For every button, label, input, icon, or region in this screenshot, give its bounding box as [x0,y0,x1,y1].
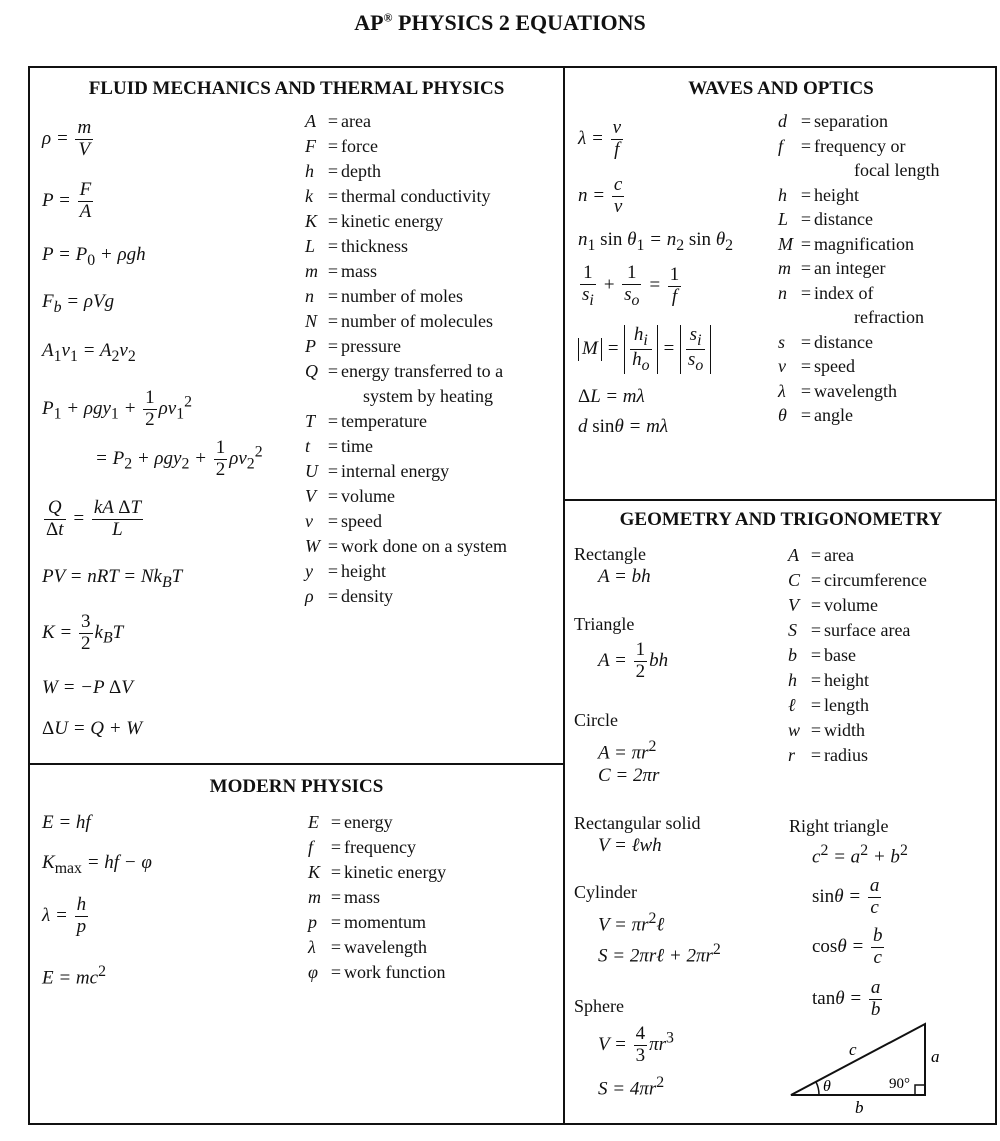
definition-symbol: m [778,258,791,278]
equals-sign: = [327,211,339,231]
definition-symbol: λ [778,380,786,401]
equals-sign: = [327,561,339,581]
definition-row [305,234,507,259]
eq-ideal-gas: PV = nRT = $Nk_BT$ [42,566,183,591]
eq-pressure: P = $\frac{F}{A}$ [42,179,92,222]
definition-text: mass [344,887,380,907]
definition-row [778,109,939,134]
definition-text: internal energy [341,461,450,481]
definition-symbol: U [305,461,318,481]
eq-cylinder-surface: S = 2πrℓ + $2\pi r^2$ [598,941,721,967]
eq-circumference: C = 2πr [598,765,660,786]
definition-symbol: S [788,620,797,640]
definition-row [305,209,507,234]
definition-row [788,593,927,618]
eq-thin-lens: $\frac{1}{s_i}$ + $\frac{1}{s_o}$ = $\frac{1}{f}$ [582,262,680,309]
definition-text: work done on a system [341,536,507,556]
definition-text: radius [824,745,868,765]
definition-text: force [341,136,378,156]
definition-symbol: ℓ [788,695,796,715]
fluid-definitions [305,109,507,609]
definition-text: distance [814,331,873,352]
definition-symbol: C [788,570,801,590]
equals-sign: = [810,645,822,665]
eq-kinetic-energy-gas: K = $\frac{3}{2}$ $k_BT$ [42,611,124,654]
definition-symbol: n [305,286,314,306]
definition-row [305,359,507,384]
right-triangle-diagram [785,1018,960,1118]
definition-symbol: y [305,561,313,581]
definition-symbol: h [305,161,314,181]
definition-row [778,379,939,404]
definition-row [778,330,939,355]
definition-symbol: r [788,745,796,765]
definition-row [788,568,927,593]
definition-row [305,559,507,584]
definition-row [778,256,939,281]
definition-symbol: L [778,209,789,229]
definition-row [308,810,446,835]
definition-row [308,885,446,910]
definition-symbol: n [778,282,787,303]
definition-symbol: A [788,545,799,565]
definition-text: energy [344,812,393,832]
definition-symbol: f [778,135,784,156]
definition-row [308,910,446,935]
equals-sign: = [327,186,339,206]
label-triangle: Triangle [574,614,635,634]
definition-row [305,159,507,184]
eq-bernoulli-2: = $P_2 + \rho gy_2$ + $\frac{1}{2}$ $\rho v_2^2$ [95,437,263,480]
eq-snell: $n_1$ $\sin \theta_1 = n_2$ $\sin \theta_2$ [578,229,734,254]
definition-row [305,459,507,484]
equals-sign: = [330,812,342,832]
definition-row [788,543,927,568]
equals-sign: = [800,282,812,303]
left-section-divider [28,763,565,765]
definition-text: height [814,184,859,205]
eq-continuity: $A_1v_1 = A_2v_2$ [42,340,136,365]
definition-text: kinetic energy [341,211,444,231]
definition-row [778,403,939,428]
equals-sign: = [810,620,822,640]
equals-sign: = [327,361,339,381]
geometry-definitions [788,543,927,768]
equals-sign: = [800,135,812,156]
eq-mass-energy: $E = mc^2$ [42,963,107,989]
eq-buoyancy: $F_b = \rho Vg$ [42,291,115,316]
definition-row [778,134,939,159]
equals-sign: = [327,511,339,531]
definition-row [778,232,939,257]
definition-text: wavelength [814,380,897,401]
definition-row [305,534,507,559]
eq-path-difference: ΔL = mλ [578,386,645,407]
definition-text: volume [341,486,395,506]
eq-bernoulli-1: $P_1 + \rho gy_1$ + $\frac{1}{2}$ $\rho v_1^2$ [42,387,193,430]
definition-symbol: V [788,595,799,615]
definition-row [308,835,446,860]
label-rectangle: Rectangle [574,544,646,564]
column-divider [563,66,565,1125]
eq-work: W = −P ΔV [42,677,133,698]
definition-text: area [824,545,854,565]
definition-text: distance [814,209,873,229]
eq-sphere-volume: V = $\frac{4}{3}$ $\pi r^3$ [598,1023,674,1066]
definition-symbol: f [308,837,314,857]
eq-sphere-surface: $S = 4\pi r^2$ [598,1074,665,1100]
definition-text: speed [341,511,382,531]
definition-text: width [824,720,866,740]
eq-de-broglie: λ = $\frac{h}{p}$ [42,894,87,937]
definition-row [778,354,939,379]
definition-text: kinetic energy [344,862,447,882]
definition-row [305,334,507,359]
definition-symbol: φ [308,962,318,982]
fluid-section-title: FLUID MECHANICS AND THERMAL PHYSICS [88,78,505,99]
definition-symbol: h [788,670,797,690]
right-section-divider [563,499,997,501]
definition-symbol: m [305,261,318,281]
definition-row [305,284,507,309]
definition-text: refraction [854,307,924,327]
definition-row [305,184,507,209]
definition-symbol: A [305,111,316,131]
definition-row [308,935,446,960]
definition-row [305,509,507,534]
equals-sign: = [327,111,339,131]
definition-symbol: p [308,912,317,932]
definition-symbol: K [305,211,318,231]
definition-symbol: K [308,862,321,882]
eq-hydrostatic: $P = P_0 + \rho gh$ [42,244,146,269]
eq-sine: sinθ = $\frac{a}{c}$ [812,875,880,918]
label-circle: Circle [574,710,618,730]
definition-symbol: v [305,511,313,531]
equals-sign: = [800,380,812,401]
eq-magnification: M = $\frac{h_i}{h_o}$ = $\frac{s_i}{s_o}$ [578,325,711,374]
definition-row [305,259,507,284]
definition-symbol: d [778,111,787,131]
definition-symbol: t [305,436,311,456]
definition-text: pressure [341,336,401,356]
equals-sign: = [330,912,342,932]
equals-sign: = [810,595,822,615]
definition-row [788,618,927,643]
definition-symbol: W [305,536,320,556]
definition-text: height [824,670,869,690]
right-angle-marker [915,1085,925,1095]
equals-sign: = [800,184,812,205]
equals-sign: = [810,670,822,690]
definition-text: height [341,561,386,581]
definition-text: wavelength [344,937,427,957]
equals-sign: = [330,887,342,907]
eq-index-refraction: n = $\frac{c}{v}$ [578,174,623,217]
equals-sign: = [330,937,342,957]
definition-text: separation [814,111,888,131]
definition-symbol: V [305,486,316,506]
definition-text: base [824,645,856,665]
definition-row [788,743,927,768]
definition-text: frequency [344,837,416,857]
modern-section-title: MODERN PHYSICS [209,776,384,797]
equals-sign: = [810,695,822,715]
equals-sign: = [330,962,342,982]
definition-symbol: λ [308,937,316,957]
definition-row [778,183,939,208]
definition-text: density [341,586,393,606]
definition-symbol: F [305,136,316,156]
definition-text: momentum [344,912,426,932]
equals-sign: = [327,136,339,156]
definition-text: surface area [824,620,911,640]
equals-sign: = [327,461,339,481]
definition-text: number of moles [341,286,463,306]
equals-sign: = [810,545,822,565]
definition-row [305,109,507,134]
definition-text: area [341,111,371,131]
equals-sign: = [327,286,339,306]
equals-sign: = [810,745,822,765]
definition-row [788,668,927,693]
definition-text: speed [814,356,855,376]
definition-text: an integer [814,258,886,278]
definition-row [305,584,507,609]
angle-arc [816,1082,819,1095]
equals-sign: = [327,161,339,181]
equals-sign: = [327,436,339,456]
label-sphere: Sphere [574,996,624,1016]
definition-row [308,860,446,885]
eq-cylinder-volume: $V = \pi r^2\ell$ [598,910,665,936]
definition-symbol: E [308,812,319,832]
equals-sign: = [800,331,812,352]
triangle-label-theta: θ [823,1078,831,1095]
equals-sign: = [327,311,339,331]
definition-row [778,281,939,306]
eq-first-law: ΔU = Q + W [42,718,143,739]
equals-sign: = [800,233,812,254]
definition-row [305,309,507,334]
equals-sign: = [327,261,339,281]
definition-symbol: M [778,233,793,254]
definition-text: focal length [854,160,940,180]
eq-photoelectric: $K_{max}$ = hf − φ [42,852,152,877]
definition-symbol: T [305,411,316,431]
equals-sign: = [327,486,339,506]
eq-photon-energy: E = hf [42,812,91,833]
definition-row [778,305,939,330]
definition-row [788,693,927,718]
label-right-triangle: Right triangle [789,816,889,836]
definition-text: thermal conductivity [341,186,491,206]
equals-sign: = [330,862,342,882]
equals-sign: = [327,411,339,431]
triangle-label-a: a [931,1047,940,1066]
equals-sign: = [800,405,812,425]
definition-symbol: k [305,186,313,206]
definition-text: thickness [341,236,408,256]
definition-row [305,384,507,409]
equals-sign: = [327,236,339,256]
definition-text: length [824,695,869,715]
definition-symbol: w [788,720,801,740]
definition-symbol: L [305,236,316,256]
equals-sign: = [327,586,339,606]
definition-symbol: N [305,311,318,331]
definition-symbol: m [308,887,321,907]
definition-symbol: Q [305,361,318,381]
eq-rect-area: A = bh [598,566,651,587]
equals-sign: = [327,536,339,556]
modern-definitions [308,810,446,985]
equals-sign: = [810,720,822,740]
definition-row [305,409,507,434]
equals-sign: = [330,837,342,857]
equals-sign: = [800,356,812,376]
definition-text: temperature [341,411,427,431]
definition-text: circumference [824,570,927,590]
definition-symbol: ρ [305,586,314,606]
definition-text: volume [824,595,878,615]
definition-symbol: s [778,331,786,352]
definition-text: time [341,436,373,456]
equals-sign: = [800,111,812,131]
waves-section-title: WAVES AND OPTICS [688,78,874,99]
definition-row [788,718,927,743]
definition-text: magnification [814,233,914,254]
label-cylinder: Cylinder [574,882,637,902]
definition-row [305,484,507,509]
eq-wave-speed: λ = $\frac{v}{f}$ [578,117,621,160]
definition-row [788,643,927,668]
definition-symbol: h [778,184,787,205]
eq-rect-solid-volume: V = ℓwh [598,835,662,856]
eq-cosine: cosθ = $\frac{b}{c}$ [812,925,883,968]
definition-row [305,134,507,159]
triangle-label-c: c [849,1040,857,1059]
eq-pythagorean: $c^2 = a^2 + b^2$ [812,842,908,868]
triangle-label-right-angle: 90° [889,1076,910,1092]
definition-row [778,207,939,232]
definition-row [305,434,507,459]
definition-text: frequency or [814,135,906,156]
eq-circle-area: $A = \pi r^2$ [598,738,657,764]
definition-text: depth [341,161,381,181]
waves-definitions [778,109,939,428]
definition-symbol: v [778,356,786,376]
equals-sign: = [327,336,339,356]
equals-sign: = [800,258,812,278]
definition-text: index of [814,282,874,303]
definition-row [778,158,939,183]
equals-sign: = [810,570,822,590]
definition-row [308,960,446,985]
label-rectangular-solid: Rectangular solid [574,813,701,833]
eq-double-slit: d sinθ = mλ [578,416,669,437]
eq-tangent: tanθ = $\frac{a}{b}$ [812,977,881,1020]
definition-symbol: b [788,645,797,665]
eq-density: ρ = $\frac{m}{V}$ [42,117,92,160]
definition-text: work function [344,962,446,982]
definition-symbol: θ [778,405,787,425]
triangle-label-b: b [855,1098,864,1117]
definition-text: angle [814,405,853,425]
page-title: AP® PHYSICS 2 EQUATIONS [354,10,646,35]
eq-heat-conduction: $\frac{Q}{\Delta t}$ = $\frac{\text{kA ΔT}}{L}$ [46,497,142,540]
definition-symbol: P [305,336,316,356]
definition-text: mass [341,261,377,281]
definition-text: energy transferred to a [341,361,504,381]
geometry-section-title: GEOMETRY AND TRIGONOMETRY [619,509,943,530]
definition-text: number of molecules [341,311,493,331]
equals-sign: = [800,209,812,229]
eq-triangle-area: A = $\frac{1}{2}$ bh [598,639,669,682]
definition-text: system by heating [363,386,493,406]
